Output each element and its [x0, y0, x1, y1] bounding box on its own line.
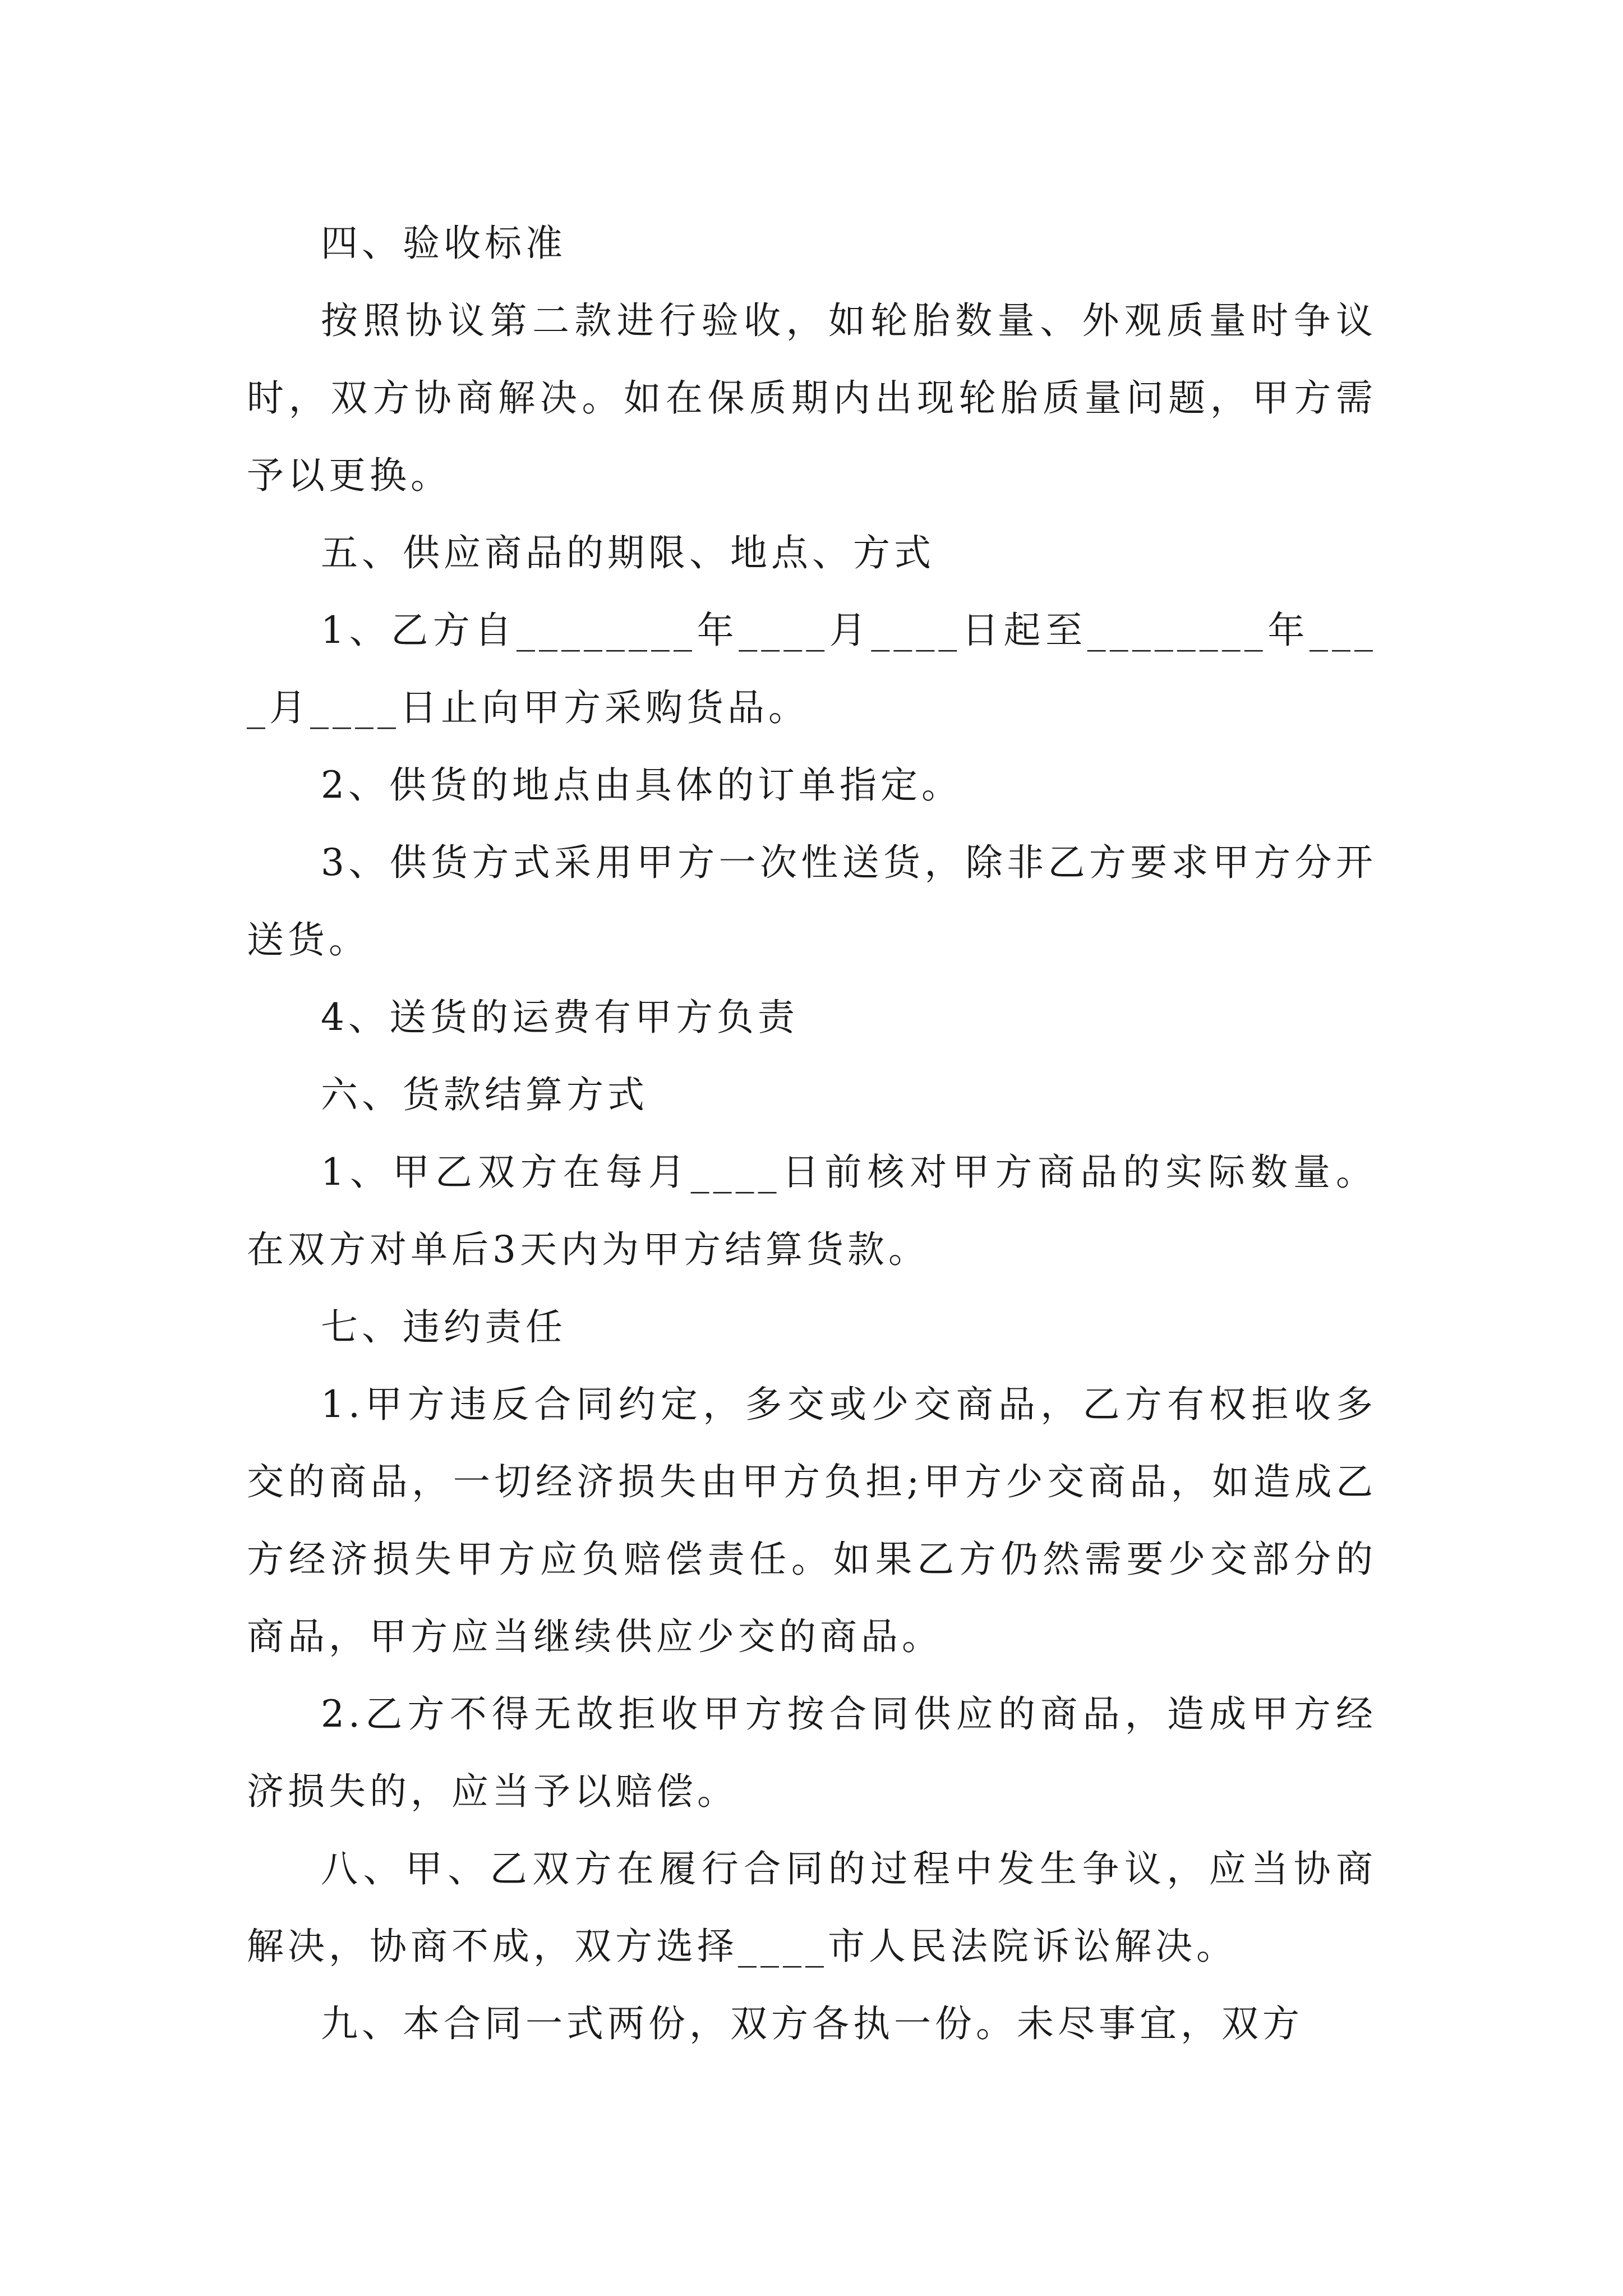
paragraph-acceptance-terms: 按照协议第二款进行验收，如轮胎数量、外观质量时争议时，双方协商解决。如在保质期内出现轮胎质量问题，甲方需予以更换。: [247, 299, 1377, 497]
section-heading-settlement: 六、货款结算方式: [321, 1073, 648, 1116]
paragraph-liability-party-a: 1.甲方违反合同约定，多交或少交商品，乙方有权拒收多交的商品，一切经济损失由甲方负担;甲方少交商品，如造成乙方经济损失甲方应负赔偿责任。如果乙方仍然需要少交部分的商品，甲方应当继续供应少交的商品。: [247, 1383, 1377, 1658]
section-heading-acceptance: 四、验收标准: [321, 222, 566, 265]
paragraph-liability-party-b: 2.乙方不得无故拒收甲方按合同供应的商品，造成甲方经济损失的，应当予以赔偿。: [247, 1692, 1377, 1813]
section-heading-supply: 五、供应商品的期限、地点、方式: [321, 531, 935, 574]
section-heading-liability: 七、违约责任: [321, 1305, 566, 1349]
paragraph-copies: 九、本合同一式两份，双方各执一份。未尽事宜，双方: [321, 2002, 1303, 2045]
paragraph-supply-location: 2、供货的地点由具体的订单指定。: [321, 763, 962, 807]
document-body: [247, 205, 1377, 2063]
paragraph-supply-period: 1、乙方自________年____月____日起至________年____月____日止向甲方采购货品。: [247, 609, 1377, 729]
paragraph-dispute-resolution: 八、甲、乙双方在履行合同的过程中发生争议，应当协商解决，协商不成，双方选择____市人民法院诉讼解决。: [247, 1847, 1377, 1968]
paragraph-supply-method: 3、供货方式采用甲方一次性送货，除非乙方要求甲方分开送货。: [247, 841, 1377, 961]
paragraph-settlement-terms: 1、甲乙双方在每月____日前核对甲方商品的实际数量。在双方对单后3天内为甲方结算货款。: [247, 1151, 1377, 1271]
paragraph-freight: 4、送货的运费有甲方负责: [321, 996, 799, 1039]
